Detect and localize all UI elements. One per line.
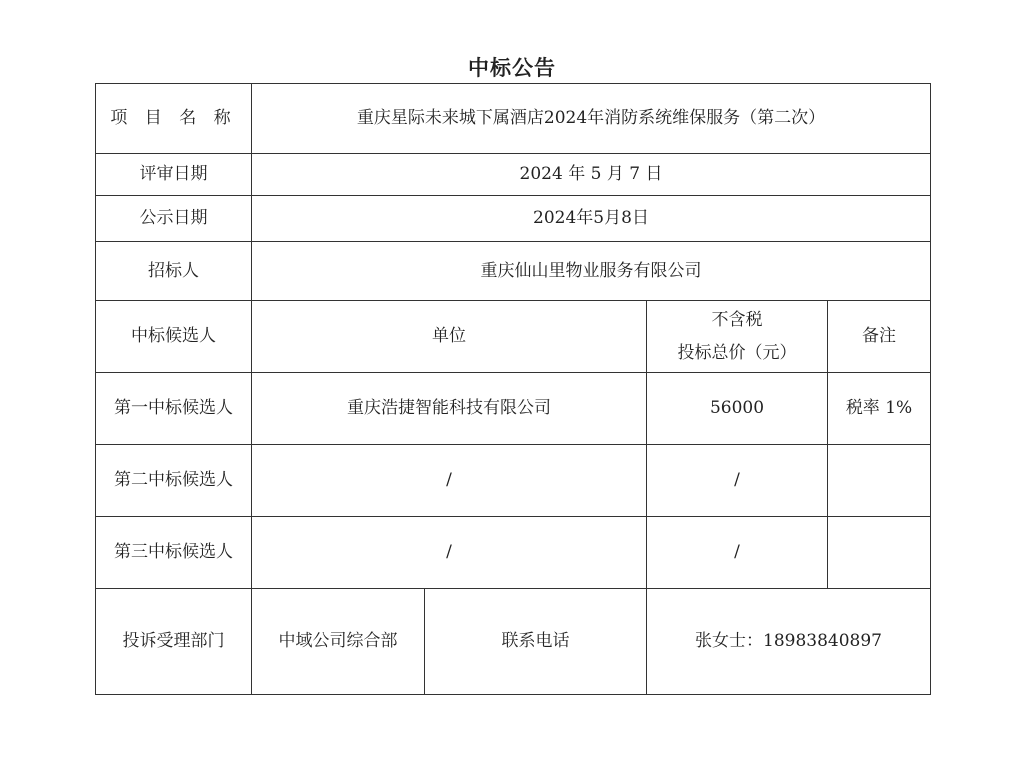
publish-date-label: 公示日期: [96, 196, 252, 242]
publish-date-value: 2024年5月8日: [252, 196, 931, 242]
complaint-label: 投诉受理部门: [96, 589, 252, 695]
review-date-label: 评审日期: [96, 154, 252, 196]
review-date-value: 2024 年 5 月 7 日: [252, 154, 931, 196]
review-date-row: [96, 154, 931, 196]
project-row: [96, 84, 931, 154]
candidate-price: /: [647, 445, 828, 517]
candidate-price: 56000: [647, 373, 828, 445]
price-header-line1: 不含税: [711, 310, 763, 331]
remark-header: 备注: [828, 301, 931, 373]
complaint-department: 中域公司综合部: [252, 589, 425, 695]
candidate-price: /: [647, 517, 828, 589]
candidate-rank: 第一中标候选人: [96, 373, 252, 445]
tenderer-value: 重庆仙山里物业服务有限公司: [252, 242, 931, 301]
announcement-table: [95, 83, 931, 695]
candidate-row: [96, 517, 931, 589]
price-header: [647, 301, 828, 373]
phone-value: 张女士：18983840897: [647, 589, 931, 695]
publish-date-row: [96, 196, 931, 242]
candidate-row: [96, 445, 931, 517]
candidate-remark: 税率 1%: [828, 373, 931, 445]
project-label: 项 目 名 称: [96, 84, 252, 154]
candidate-header: 中标候选人: [96, 301, 252, 373]
project-name: 重庆星际未来城下属酒店2024年消防系统维保服务（第二次）: [252, 84, 931, 154]
candidate-unit: 重庆浩捷智能科技有限公司: [252, 373, 647, 445]
page-title: 中标公告: [468, 56, 556, 80]
candidate-unit: /: [252, 517, 647, 589]
candidate-rank: 第三中标候选人: [96, 517, 252, 589]
candidate-remark: [828, 445, 931, 517]
candidate-remark: [828, 517, 931, 589]
tenderer-row: [96, 242, 931, 301]
tenderer-label: 招标人: [96, 242, 252, 301]
candidate-rank: 第二中标候选人: [96, 445, 252, 517]
phone-label: 联系电话: [425, 589, 647, 695]
candidate-header-row: [96, 301, 931, 373]
price-header-line2: 投标总价（元）: [677, 342, 797, 363]
unit-header: 单位: [252, 301, 647, 373]
candidate-row: [96, 373, 931, 445]
complaint-row: [96, 589, 931, 695]
candidate-unit: /: [252, 445, 647, 517]
